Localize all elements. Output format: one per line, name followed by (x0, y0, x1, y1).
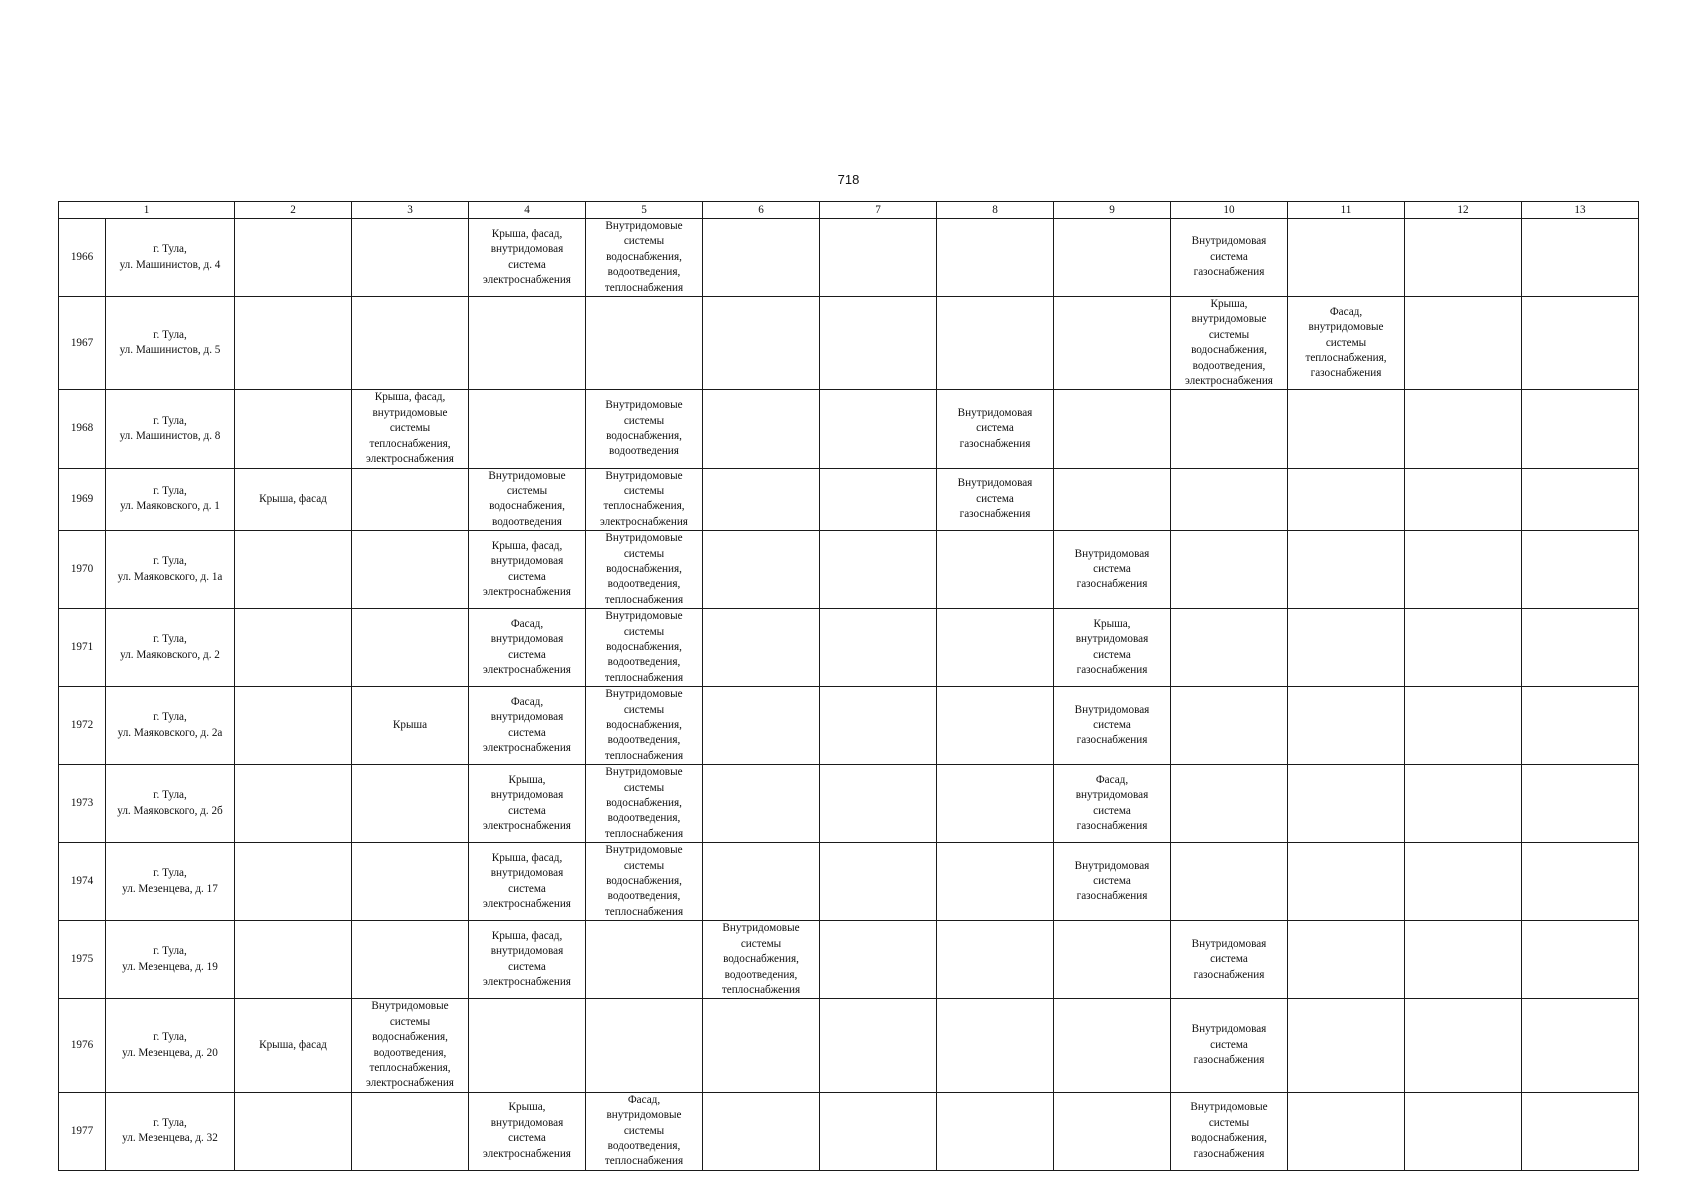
work-cell-col-3 (352, 390, 469, 468)
work-cell-col-7 (820, 687, 937, 765)
address-text: г. Тула, ул. Маяковского, д. 1 (120, 484, 220, 513)
work-description: Внутридомовая система газоснабжения (1074, 547, 1150, 591)
work-description: Фасад, внутридомовые системы водоотведения, теплоснабжения (604, 1093, 684, 1168)
work-cell-col-3 (352, 297, 469, 390)
work-cell-col-3 (352, 219, 469, 297)
work-cell-col-8 (937, 219, 1054, 297)
row-number: 1967 (70, 336, 94, 349)
work-cell-col-10 (1171, 843, 1288, 921)
work-cell-col-5 (586, 531, 703, 609)
work-cell-col-11 (1288, 1092, 1405, 1170)
column-header-13: 13 (1522, 202, 1639, 219)
address-text: г. Тула, ул. Машинистов, д. 5 (119, 328, 221, 357)
work-cell-col-4 (469, 765, 586, 843)
address-text: г. Тула, ул. Маяковского, д. 2 (120, 633, 220, 661)
row-number-cell (59, 390, 106, 468)
work-cell-col-4 (469, 531, 586, 609)
row-number: 1974 (70, 875, 94, 888)
row-number-cell (59, 843, 106, 921)
work-cell-col-9 (1054, 687, 1171, 765)
work-cell-col-8 (937, 390, 1054, 468)
address-cell (106, 921, 235, 999)
row-number-cell (59, 687, 106, 765)
row-number: 1977 (70, 1124, 94, 1137)
work-cell-col-13 (1522, 468, 1639, 531)
work-cell-col-3 (352, 468, 469, 531)
address-text: г. Тула, ул. Мезенцева, д. 20 (122, 1031, 218, 1059)
work-cell-col-8 (937, 468, 1054, 531)
row-number: 1975 (70, 953, 94, 966)
work-cell-col-4 (469, 297, 586, 390)
work-cell-col-12 (1405, 609, 1522, 687)
work-description: Внутридомовая система газоснабжения (1074, 859, 1150, 903)
work-cell-col-2 (235, 609, 352, 687)
work-cell-col-6 (703, 687, 820, 765)
work-description: Фасад, внутридомовая система электроснабжения (483, 617, 571, 677)
row-number: 1971 (70, 640, 94, 653)
work-cell-col-6 (703, 468, 820, 531)
work-cell-col-7 (820, 921, 937, 999)
column-header-5: 5 (586, 202, 703, 219)
work-cell-col-9 (1054, 843, 1171, 921)
work-cell-col-13 (1522, 687, 1639, 765)
work-cell-col-5 (586, 999, 703, 1092)
work-cell-col-13 (1522, 843, 1639, 921)
work-cell-col-4 (469, 390, 586, 468)
work-cell-col-12 (1405, 390, 1522, 468)
work-cell-col-10 (1171, 1092, 1288, 1170)
work-cell-col-3 (352, 687, 469, 765)
row-number: 1973 (70, 797, 94, 810)
work-cell-col-9 (1054, 765, 1171, 843)
work-description: Внутридомовые системы водоснабжения, водоотведения, теплоснабжения, электроснабжения (366, 1000, 454, 1090)
row-number: 1968 (70, 422, 94, 435)
work-cell-col-12 (1405, 297, 1522, 390)
table-row (59, 219, 1639, 297)
work-cell-col-6 (703, 921, 820, 999)
table-row (59, 921, 1639, 999)
work-cell-col-5 (586, 843, 703, 921)
work-cell-col-8 (937, 765, 1054, 843)
address-cell (106, 297, 235, 390)
address-text: г. Тула, ул. Машинистов, д. 4 (119, 243, 221, 271)
work-description: Крыша, фасад, внутридомовая система электроснабжения (483, 851, 571, 911)
work-cell-col-2 (235, 765, 352, 843)
address-text: г. Тула, ул. Мезенцева, д. 17 (122, 867, 218, 895)
work-cell-col-5 (586, 765, 703, 843)
page-number: 718 (837, 172, 860, 187)
work-cell-col-2 (235, 390, 352, 468)
table-body (59, 219, 1639, 1171)
work-description: Внутридомовая система газоснабжения (957, 406, 1033, 450)
work-cell-col-7 (820, 843, 937, 921)
row-number-cell (59, 219, 106, 297)
work-cell-col-9 (1054, 468, 1171, 531)
work-cell-col-5 (586, 687, 703, 765)
work-cell-col-5 (586, 390, 703, 468)
work-cell-col-11 (1288, 297, 1405, 390)
work-description: Внутридомовые системы водоснабжения, водоотведения, теплоснабжения (604, 688, 684, 762)
work-cell-col-10 (1171, 390, 1288, 468)
address-text: г. Тула, ул. Мезенцева, д. 32 (122, 1116, 218, 1145)
column-header-9: 9 (1054, 202, 1171, 219)
work-cell-col-9 (1054, 297, 1171, 390)
work-cell-col-9 (1054, 609, 1171, 687)
row-number-cell (59, 765, 106, 843)
work-cell-col-6 (703, 297, 820, 390)
work-description: Крыша, фасад, внутридомовая система электроснабжения (483, 227, 571, 286)
work-cell-col-12 (1405, 468, 1522, 531)
work-cell-col-5 (586, 219, 703, 297)
work-cell-col-2 (235, 297, 352, 390)
work-cell-col-4 (469, 687, 586, 765)
work-description: Внутридомовые системы водоснабжения, водоотведения (605, 399, 683, 458)
work-description: Внутридомовые системы водоснабжения, водоотведения, теплоснабжения (604, 532, 684, 606)
column-header-6: 6 (703, 202, 820, 219)
work-cell-col-8 (937, 1092, 1054, 1170)
work-cell-col-8 (937, 531, 1054, 609)
work-cell-col-9 (1054, 390, 1171, 468)
work-cell-col-11 (1288, 468, 1405, 531)
work-cell-col-2 (235, 687, 352, 765)
work-cell-col-10 (1171, 609, 1288, 687)
work-cell-col-6 (703, 999, 820, 1092)
work-cell-col-3 (352, 765, 469, 843)
work-cell-col-2 (235, 1092, 352, 1170)
work-cell-col-11 (1288, 765, 1405, 843)
table-row (59, 999, 1639, 1092)
work-description: Внутридомовые системы водоснабжения, водоотведения (488, 469, 566, 528)
work-cell-col-13 (1522, 999, 1639, 1092)
work-description: Крыша, фасад, внутридомовая система электроснабжения (483, 929, 571, 989)
address-cell (106, 999, 235, 1092)
column-header-12: 12 (1405, 202, 1522, 219)
work-description: Фасад, внутридомовая система газоснабжения (1075, 773, 1149, 833)
work-cell-col-3 (352, 609, 469, 687)
column-header-1: 1 (59, 202, 235, 219)
column-header-11: 11 (1288, 202, 1405, 219)
column-header-8: 8 (937, 202, 1054, 219)
column-header-2: 2 (235, 202, 352, 219)
work-cell-col-8 (937, 843, 1054, 921)
work-description: Крыша, фасад (259, 1038, 327, 1051)
work-cell-col-12 (1405, 999, 1522, 1092)
address-cell (106, 390, 235, 468)
work-cell-col-9 (1054, 219, 1171, 297)
address-cell (106, 687, 235, 765)
column-header-10: 10 (1171, 202, 1288, 219)
row-number-cell (59, 468, 106, 531)
address-text: г. Тула, ул. Машинистов, д. 8 (119, 414, 221, 442)
work-cell-col-13 (1522, 609, 1639, 687)
work-description: Внутридомовые системы теплоснабжения, электроснабжения (600, 469, 688, 528)
work-cell-col-6 (703, 609, 820, 687)
work-description: Внутридомовая система газоснабжения (1191, 1023, 1267, 1067)
work-cell-col-11 (1288, 687, 1405, 765)
work-cell-col-12 (1405, 843, 1522, 921)
work-cell-col-10 (1171, 219, 1288, 297)
work-cell-col-7 (820, 609, 937, 687)
work-description: Внутридомовые системы водоснабжения, водоотведения, теплоснабжения (604, 844, 684, 918)
row-number: 1972 (70, 719, 94, 731)
column-header-4: 4 (469, 202, 586, 219)
row-number-cell (59, 609, 106, 687)
address-cell (106, 531, 235, 609)
work-cell-col-4 (469, 609, 586, 687)
work-cell-col-2 (235, 999, 352, 1092)
work-description: Крыша, внутридомовые системы водоснабжения, водоотведения, электроснабжения (1185, 298, 1273, 388)
work-cell-col-10 (1171, 297, 1288, 390)
work-cell-col-9 (1054, 999, 1171, 1092)
work-description: Крыша (392, 719, 428, 731)
address-text: г. Тула, ул. Маяковского, д. 2б (117, 789, 223, 817)
work-description: Крыша, фасад, внутридомовые системы теплоснабжения, электроснабжения (366, 391, 454, 466)
row-number-cell (59, 999, 106, 1092)
work-cell-col-7 (820, 999, 937, 1092)
work-description: Крыша, внутридомовая система электроснабжения (483, 1101, 571, 1160)
row-number: 1976 (70, 1038, 94, 1051)
address-text: г. Тула, ул. Маяковского, д. 2а (117, 711, 223, 739)
work-description: Внутридомовые системы водоснабжения, водоотведения, теплоснабжения (604, 766, 684, 840)
work-cell-col-10 (1171, 999, 1288, 1092)
work-cell-col-12 (1405, 687, 1522, 765)
column-header-3: 3 (352, 202, 469, 219)
work-cell-col-10 (1171, 687, 1288, 765)
work-cell-col-4 (469, 843, 586, 921)
row-number: 1966 (70, 250, 94, 263)
work-description: Внутридомовая система газоснабжения (957, 477, 1033, 521)
work-cell-col-12 (1405, 219, 1522, 297)
work-cell-col-6 (703, 219, 820, 297)
work-cell-col-13 (1522, 219, 1639, 297)
work-cell-col-7 (820, 390, 937, 468)
work-description: Внутридомовые системы водоснабжения, водоотведения, теплоснабжения (604, 220, 684, 294)
work-cell-col-13 (1522, 921, 1639, 999)
work-cell-col-5 (586, 468, 703, 531)
work-cell-col-9 (1054, 1092, 1171, 1170)
address-cell (106, 609, 235, 687)
work-cell-col-6 (703, 843, 820, 921)
work-description: Внутридомовые системы водоснабжения, газоснабжения (1190, 1101, 1268, 1160)
work-cell-col-10 (1171, 468, 1288, 531)
work-cell-col-11 (1288, 921, 1405, 999)
work-description: Фасад, внутридомовая система электроснабжения (483, 695, 571, 755)
work-cell-col-5 (586, 921, 703, 999)
work-cell-col-2 (235, 468, 352, 531)
work-cell-col-12 (1405, 1092, 1522, 1170)
work-cell-col-2 (235, 921, 352, 999)
work-cell-col-12 (1405, 765, 1522, 843)
work-description: Внутридомовая система газоснабжения (1191, 235, 1267, 279)
work-cell-col-10 (1171, 921, 1288, 999)
work-cell-col-3 (352, 1092, 469, 1170)
address-cell (106, 219, 235, 297)
work-cell-col-11 (1288, 531, 1405, 609)
work-cell-col-7 (820, 531, 937, 609)
work-cell-col-6 (703, 765, 820, 843)
work-cell-col-4 (469, 219, 586, 297)
work-cell-col-4 (469, 468, 586, 531)
work-cell-col-13 (1522, 390, 1639, 468)
work-cell-col-4 (469, 999, 586, 1092)
work-cell-col-3 (352, 999, 469, 1092)
work-cell-col-3 (352, 843, 469, 921)
work-description: Крыша, внутридомовая система электроснабжения (483, 773, 571, 833)
work-cell-col-11 (1288, 843, 1405, 921)
table-row (59, 843, 1639, 921)
address-text: г. Тула, ул. Мезенцева, д. 19 (122, 945, 218, 973)
address-cell (106, 765, 235, 843)
work-cell-col-7 (820, 1092, 937, 1170)
work-cell-col-11 (1288, 390, 1405, 468)
work-cell-col-11 (1288, 609, 1405, 687)
row-number-cell (59, 297, 106, 390)
work-cell-col-9 (1054, 531, 1171, 609)
work-cell-col-3 (352, 531, 469, 609)
work-cell-col-5 (586, 1092, 703, 1170)
address-cell (106, 843, 235, 921)
work-cell-col-7 (820, 765, 937, 843)
work-cell-col-2 (235, 531, 352, 609)
work-cell-col-13 (1522, 297, 1639, 390)
work-cell-col-12 (1405, 531, 1522, 609)
table-row (59, 468, 1639, 531)
work-cell-col-4 (469, 1092, 586, 1170)
work-cell-col-13 (1522, 531, 1639, 609)
row-number-cell (59, 531, 106, 609)
address-cell (106, 468, 235, 531)
repair-schedule-table (58, 201, 1639, 1171)
table-row (59, 687, 1639, 765)
table-row (59, 390, 1639, 468)
work-description: Фасад, внутридомовые системы теплоснабжения, газоснабжения (1305, 305, 1387, 380)
header-row (59, 202, 1639, 219)
work-cell-col-8 (937, 921, 1054, 999)
row-number: 1969 (70, 492, 94, 505)
work-cell-col-7 (820, 468, 937, 531)
work-cell-col-8 (937, 999, 1054, 1092)
work-cell-col-6 (703, 390, 820, 468)
work-description: Внутридомовая система газоснабжения (1074, 703, 1150, 747)
work-description: Внутридомовые системы водоснабжения, водоотведения, теплоснабжения (721, 922, 801, 996)
address-text: г. Тула, ул. Маяковского, д. 1а (117, 555, 223, 583)
row-number-cell (59, 1092, 106, 1170)
work-cell-col-13 (1522, 1092, 1639, 1170)
work-cell-col-8 (937, 687, 1054, 765)
row-number: 1970 (70, 562, 94, 575)
work-description: Крыша, фасад (259, 492, 327, 505)
work-description: Внутридомовые системы водоснабжения, водоотведения, теплоснабжения (604, 610, 684, 684)
work-cell-col-3 (352, 921, 469, 999)
column-header-7: 7 (820, 202, 937, 219)
work-description: Крыша, фасад, внутридомовая система электроснабжения (483, 539, 571, 599)
work-cell-col-7 (820, 219, 937, 297)
table-row (59, 1092, 1639, 1170)
work-description: Внутридомовая система газоснабжения (1191, 937, 1267, 981)
work-cell-col-9 (1054, 921, 1171, 999)
work-cell-col-12 (1405, 921, 1522, 999)
work-cell-col-8 (937, 297, 1054, 390)
work-cell-col-10 (1171, 531, 1288, 609)
address-cell (106, 1092, 235, 1170)
row-number-cell (59, 921, 106, 999)
work-cell-col-5 (586, 609, 703, 687)
work-cell-col-13 (1522, 765, 1639, 843)
work-cell-col-7 (820, 297, 937, 390)
work-cell-col-6 (703, 1092, 820, 1170)
work-cell-col-11 (1288, 999, 1405, 1092)
work-cell-col-2 (235, 843, 352, 921)
table-row (59, 765, 1639, 843)
work-cell-col-8 (937, 609, 1054, 687)
work-description: Крыша, внутридомовая система газоснабжения (1075, 617, 1149, 677)
table-row (59, 531, 1639, 609)
work-cell-col-6 (703, 531, 820, 609)
table-row (59, 609, 1639, 687)
work-cell-col-10 (1171, 765, 1288, 843)
work-cell-col-5 (586, 297, 703, 390)
work-cell-col-2 (235, 219, 352, 297)
work-cell-col-4 (469, 921, 586, 999)
table-row (59, 297, 1639, 390)
work-cell-col-11 (1288, 219, 1405, 297)
